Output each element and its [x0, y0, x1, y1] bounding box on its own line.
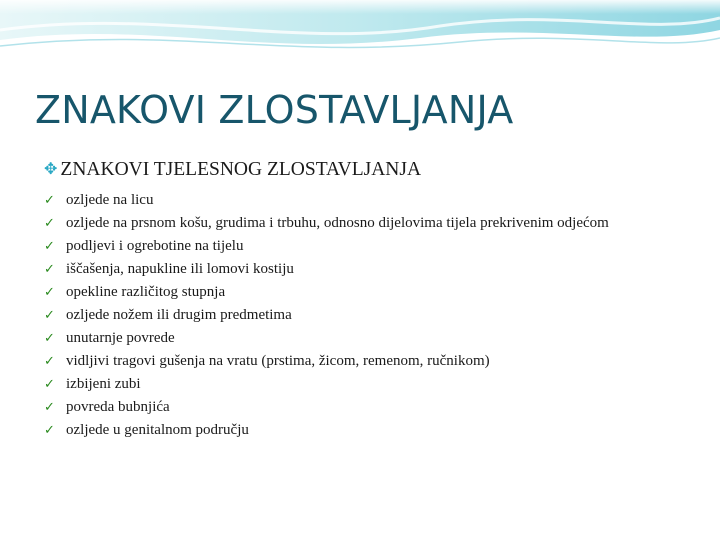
- list-item: [44, 419, 674, 442]
- list-item: [44, 304, 674, 327]
- checkmark-icon: ✓: [44, 400, 55, 415]
- checkmark-icon: ✓: [44, 285, 55, 300]
- list-item: [44, 235, 674, 258]
- list-item-text: ozljede nožem ili drugim predmetima: [66, 307, 292, 323]
- list-item: [44, 212, 674, 235]
- list-item-text: povreda bubnjića: [66, 399, 170, 415]
- list-item-text: ozljede na licu: [66, 192, 154, 208]
- list-item-text: unutarnje povrede: [66, 330, 175, 346]
- checkmark-icon: ✓: [44, 262, 55, 277]
- list-item-text: podljevi i ogrebotine na tijelu: [66, 238, 244, 254]
- checkmark-icon: ✓: [44, 377, 55, 392]
- subtitle-text: ZNAKOVI TJELESNOG ZLOSTAVLJANJA: [60, 159, 422, 180]
- sparkle-bullet-icon: ✥: [44, 161, 58, 178]
- list-item: [44, 373, 674, 396]
- list-item: [44, 327, 674, 350]
- list-item-text: ozljede u genitalnom području: [66, 422, 249, 438]
- list-item: [44, 189, 674, 212]
- checkmark-icon: ✓: [44, 216, 55, 231]
- list-item-text: opekline različitog stupnja: [66, 284, 226, 300]
- checkmark-icon: ✓: [44, 193, 55, 208]
- checkmark-icon: ✓: [44, 331, 55, 346]
- list-item-text: vidljivi tragovi gušenja na vratu (prstima, žicom, remenom, ručnikom): [66, 353, 490, 369]
- slide-title: ZNAKOVI ZLOSTAVLJANJA: [35, 88, 514, 132]
- list-item: [44, 396, 674, 419]
- checkmark-icon: ✓: [44, 423, 55, 438]
- list-item: [44, 258, 674, 281]
- checkmark-icon: ✓: [44, 308, 55, 323]
- list-item-text: ozljede na prsnom košu, grudima i trbuhu, odnosno dijelovima tijela prekrivenim odjećom: [66, 215, 609, 231]
- checkmark-icon: ✓: [44, 354, 55, 369]
- list-item: [44, 350, 674, 373]
- signs-list: [44, 189, 674, 442]
- list-item-text: iščašenja, napukline ili lomovi kostiju: [66, 261, 294, 277]
- list-item-text: izbijeni zubi: [66, 376, 141, 392]
- list-item: [44, 281, 674, 304]
- slide-subtitle: [44, 159, 421, 181]
- decorative-header-banner: [0, 0, 720, 62]
- checkmark-icon: ✓: [44, 239, 55, 254]
